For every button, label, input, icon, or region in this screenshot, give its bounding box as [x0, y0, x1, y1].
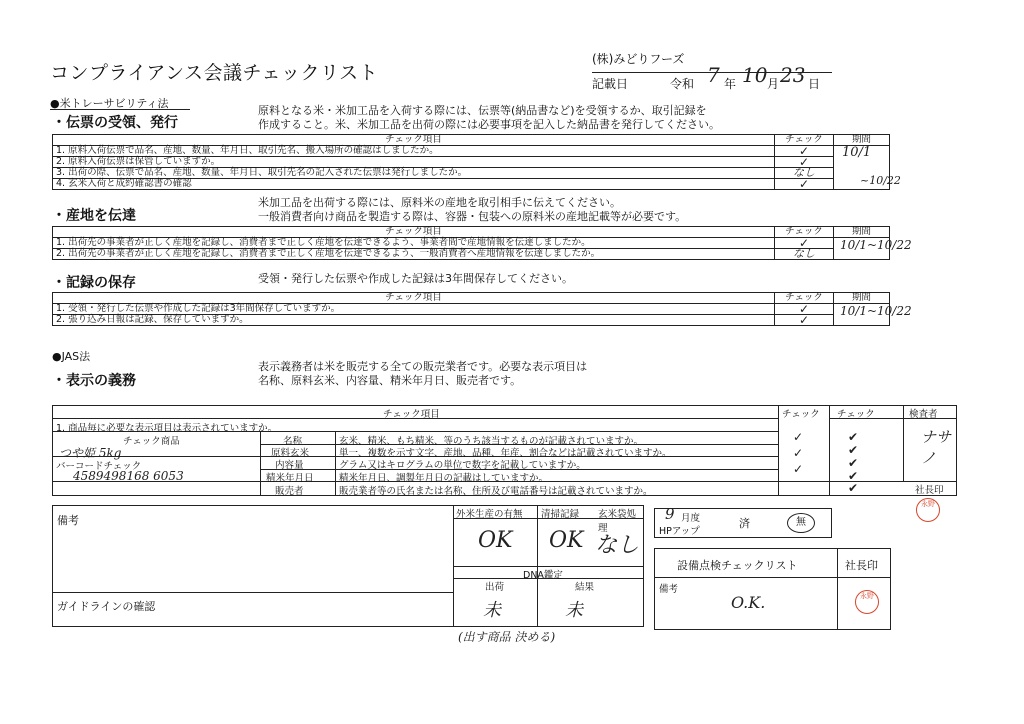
col-header-item: チェック項目 [53, 135, 775, 146]
period-end: ~10/22 [860, 174, 901, 187]
check-mark[interactable]: ✔ [848, 469, 859, 483]
foreign-rice-value: OK [478, 528, 513, 553]
desc-line: 受領・発行した伝票や作成した記録は3年間保存してください。 [258, 272, 573, 285]
col-header-item: チェック項目 [53, 227, 775, 238]
dna-note: (出す商品 決める) [458, 630, 556, 644]
desc-line: 米加工品を出荷する際には、原料米の産地を取引相手に伝えてください。 [258, 196, 621, 209]
equipment-remarks-value: O.K. [731, 593, 766, 612]
check-mark[interactable]: なし [775, 168, 834, 179]
section-description [258, 104, 720, 132]
check-mark[interactable]: ✓ [775, 179, 834, 190]
desc-line: 作成すること。米、米加工品を出荷の際には必要事項を記入した納品書を発行してください。 [258, 118, 720, 131]
check-mark[interactable]: ✓ [793, 462, 804, 476]
equipment-box [654, 548, 891, 630]
product-value: つや姫 5kg [59, 446, 122, 460]
product-label: チェック商品 [123, 436, 180, 447]
company-name: (株)みどりフーズ [592, 52, 685, 66]
check-mark[interactable]: ✔ [848, 456, 859, 470]
label-item-desc: 販売業者等の氏名または名称、住所及び電話番号は記載されていますか。 [339, 486, 653, 497]
label-item-name: 名称 [283, 436, 303, 447]
month-unit: 月 [767, 77, 780, 91]
check-table [52, 292, 912, 327]
col-header-check2: チェック [837, 409, 875, 420]
section-title: ・産地を伝達 [52, 208, 136, 224]
date-label: 記載日 [592, 77, 629, 91]
shipment-label: 出荷 [485, 582, 505, 593]
section-title: ・伝票の受領、発行 [52, 115, 178, 131]
section-title: ・記録の保存 [52, 275, 136, 291]
period-range: 10/1~10/22 [840, 238, 912, 252]
label-item-name: 原料玄米 [271, 448, 310, 459]
col-header-inspector: 検査者 [909, 409, 938, 420]
col-header-check: チェック [775, 293, 834, 304]
label-item-desc: 玄米、精米、もち精米、等のうち該当するものが記載されていますか。 [339, 436, 644, 447]
check-item: 1. 出荷先の事業者が正しく産地を記録し、消費者まで正しく産地を伝達できるよう、事業者間で産地情報を伝達しましたか。 [53, 238, 775, 249]
shipment-value: 未 [483, 600, 501, 621]
check-item: 4. 玄米入荷と成約確認書の確認 [53, 179, 775, 190]
col-header-check: チェック [775, 227, 834, 238]
hp-upload-box [654, 505, 832, 538]
equipment-president-seal [855, 590, 879, 614]
era-label: 令和 [670, 77, 695, 91]
result-value: 未 [565, 600, 583, 621]
label-item-desc: 単一、複数を示す文字、産地、品種、年産、割合などは記載されていますか。 [339, 448, 672, 459]
check-item: 2. 張り込み日報は記録、保存していますか。 [53, 315, 775, 326]
label-item-desc: 精米年月日、調製年月日の記載はしていますか。 [339, 473, 549, 484]
check-table [52, 226, 912, 260]
col-header-period: 期間 [834, 135, 890, 146]
jas-description [258, 360, 587, 388]
jas-section-title: ・表示の義務 [52, 373, 136, 389]
jas-row-item: 1. 商品毎に必要な表示項目は表示されていますか。 [56, 423, 278, 434]
equipment-title: 設備点検チェックリスト [677, 559, 798, 572]
guideline-label: ガイドラインの確認 [57, 600, 156, 613]
check-mark[interactable]: ✓ [775, 304, 834, 315]
section-description [258, 196, 686, 224]
month-value: 9 [665, 505, 675, 523]
inspector-name: ナサノ [921, 428, 952, 467]
check-table [52, 134, 901, 191]
cleaning-value: OK [549, 528, 584, 553]
check-item: 2. 出荷先の事業者が正しく産地を記録し、消費者まで正しく産地を伝達できるよう、一般消費者へ産地情報を伝達しましたか。 [53, 249, 775, 260]
foreign-rice-label: 外米生産の有無 [456, 509, 523, 520]
check-mark[interactable]: ✓ [775, 146, 834, 157]
day-unit: 日 [808, 77, 821, 91]
desc-line: 原料となる米・米加工品を入荷する際には、伝票等(納品書など)を受領するか、取引記録を [258, 104, 707, 117]
dna-label: DNA鑑定 [523, 570, 563, 581]
date-month: 10 [742, 63, 768, 87]
label-item-desc: グラム又はキログラムの単位で数字を記載していますか。 [339, 460, 586, 471]
col-header-period: 期間 [834, 227, 890, 238]
check-mark[interactable]: ✓ [775, 157, 834, 168]
check-mark[interactable]: ✓ [793, 446, 804, 460]
col-header-check: チェック [775, 135, 834, 146]
check-item: 3. 出荷の際、伝票で品名、産地、数量、年月日、取引先名の記入された伝票は発行しましたか。 [53, 168, 775, 179]
jas-table [52, 405, 957, 496]
month-label: 月度 [681, 513, 701, 524]
president-seal [916, 498, 940, 522]
section-description [258, 272, 573, 286]
equipment-remarks-label: 備考 [659, 584, 679, 595]
period-range: 10/1~10/22 [840, 304, 912, 318]
hp-done: 済 [739, 517, 750, 530]
check-item: 1. 受領・発行した伝票や作成した記録は3年間保存していますか。 [53, 304, 775, 315]
remarks-box [52, 505, 644, 627]
label-item-name: 販売者 [275, 486, 304, 497]
period-cell [834, 145, 901, 190]
check-item: 2. 原料入荷伝票は保管していますか。 [53, 157, 775, 168]
president-seal-label: 社長印 [915, 485, 944, 496]
jas-law-label: ●JAS法 [52, 350, 91, 363]
check-mark[interactable]: ✔ [848, 481, 859, 495]
cleaning-label: 清掃記録 [541, 509, 580, 520]
col-header-check1: チェック [782, 409, 820, 420]
brown-bag-label: 玄米袋処理 [598, 509, 637, 534]
period-cell [834, 304, 912, 326]
year-unit: 年 [724, 77, 737, 91]
check-mark[interactable]: ✓ [775, 315, 834, 326]
check-mark[interactable]: ✔ [848, 443, 859, 457]
date-line [592, 63, 832, 91]
document-title: コンプライアンス会議チェックリスト [50, 62, 379, 84]
period-cell [834, 238, 912, 260]
check-mark[interactable]: ✓ [793, 430, 804, 444]
desc-line: 一般消費者向け商品を製造する際は、容器・包装への原料米の産地記載等が必要です。 [258, 210, 687, 223]
col-header-item: チェック項目 [53, 293, 775, 304]
check-mark[interactable]: ✓ [775, 238, 834, 249]
hp-label: HPアップ [659, 526, 700, 537]
check-mark[interactable]: ✔ [848, 430, 859, 444]
seal-text: 永野 [921, 500, 935, 508]
desc-line: 名称、原料玄米、内容量、精米年月日、販売者です。 [258, 374, 522, 387]
result-label: 結果 [575, 582, 595, 593]
remarks-label: 備考 [57, 514, 79, 527]
col-header-period: 期間 [834, 293, 890, 304]
seal-text: 永野 [860, 592, 874, 600]
rice-trace-law-label: ●米トレーサビリティ法 [50, 97, 169, 110]
barcode-value: 4589498168 6053 [73, 469, 184, 483]
desc-line: 表示義務者は米を販売する全ての販売業者です。必要な表示項目は [258, 360, 588, 373]
period-start: 10/1 [842, 145, 872, 160]
date-day: 23 [780, 63, 806, 87]
barcode-label: バーコードチェック [56, 461, 142, 472]
check-mark[interactable]: なし [775, 249, 834, 260]
hp-none-circle: 無 [787, 513, 815, 533]
equipment-seal-label: 社長印 [845, 559, 878, 572]
check-item: 1. 原料入荷伝票で品名、産地、数量、年月日、取引先名、搬入場所の確認はしましたか。 [53, 146, 775, 157]
brown-bag-value: なし [595, 533, 640, 558]
date-year: 7 [707, 63, 720, 87]
label-item-name: 精米年月日 [266, 473, 314, 484]
label-item-name: 内容量 [275, 460, 304, 471]
col-header-item: チェック項目 [383, 409, 440, 420]
